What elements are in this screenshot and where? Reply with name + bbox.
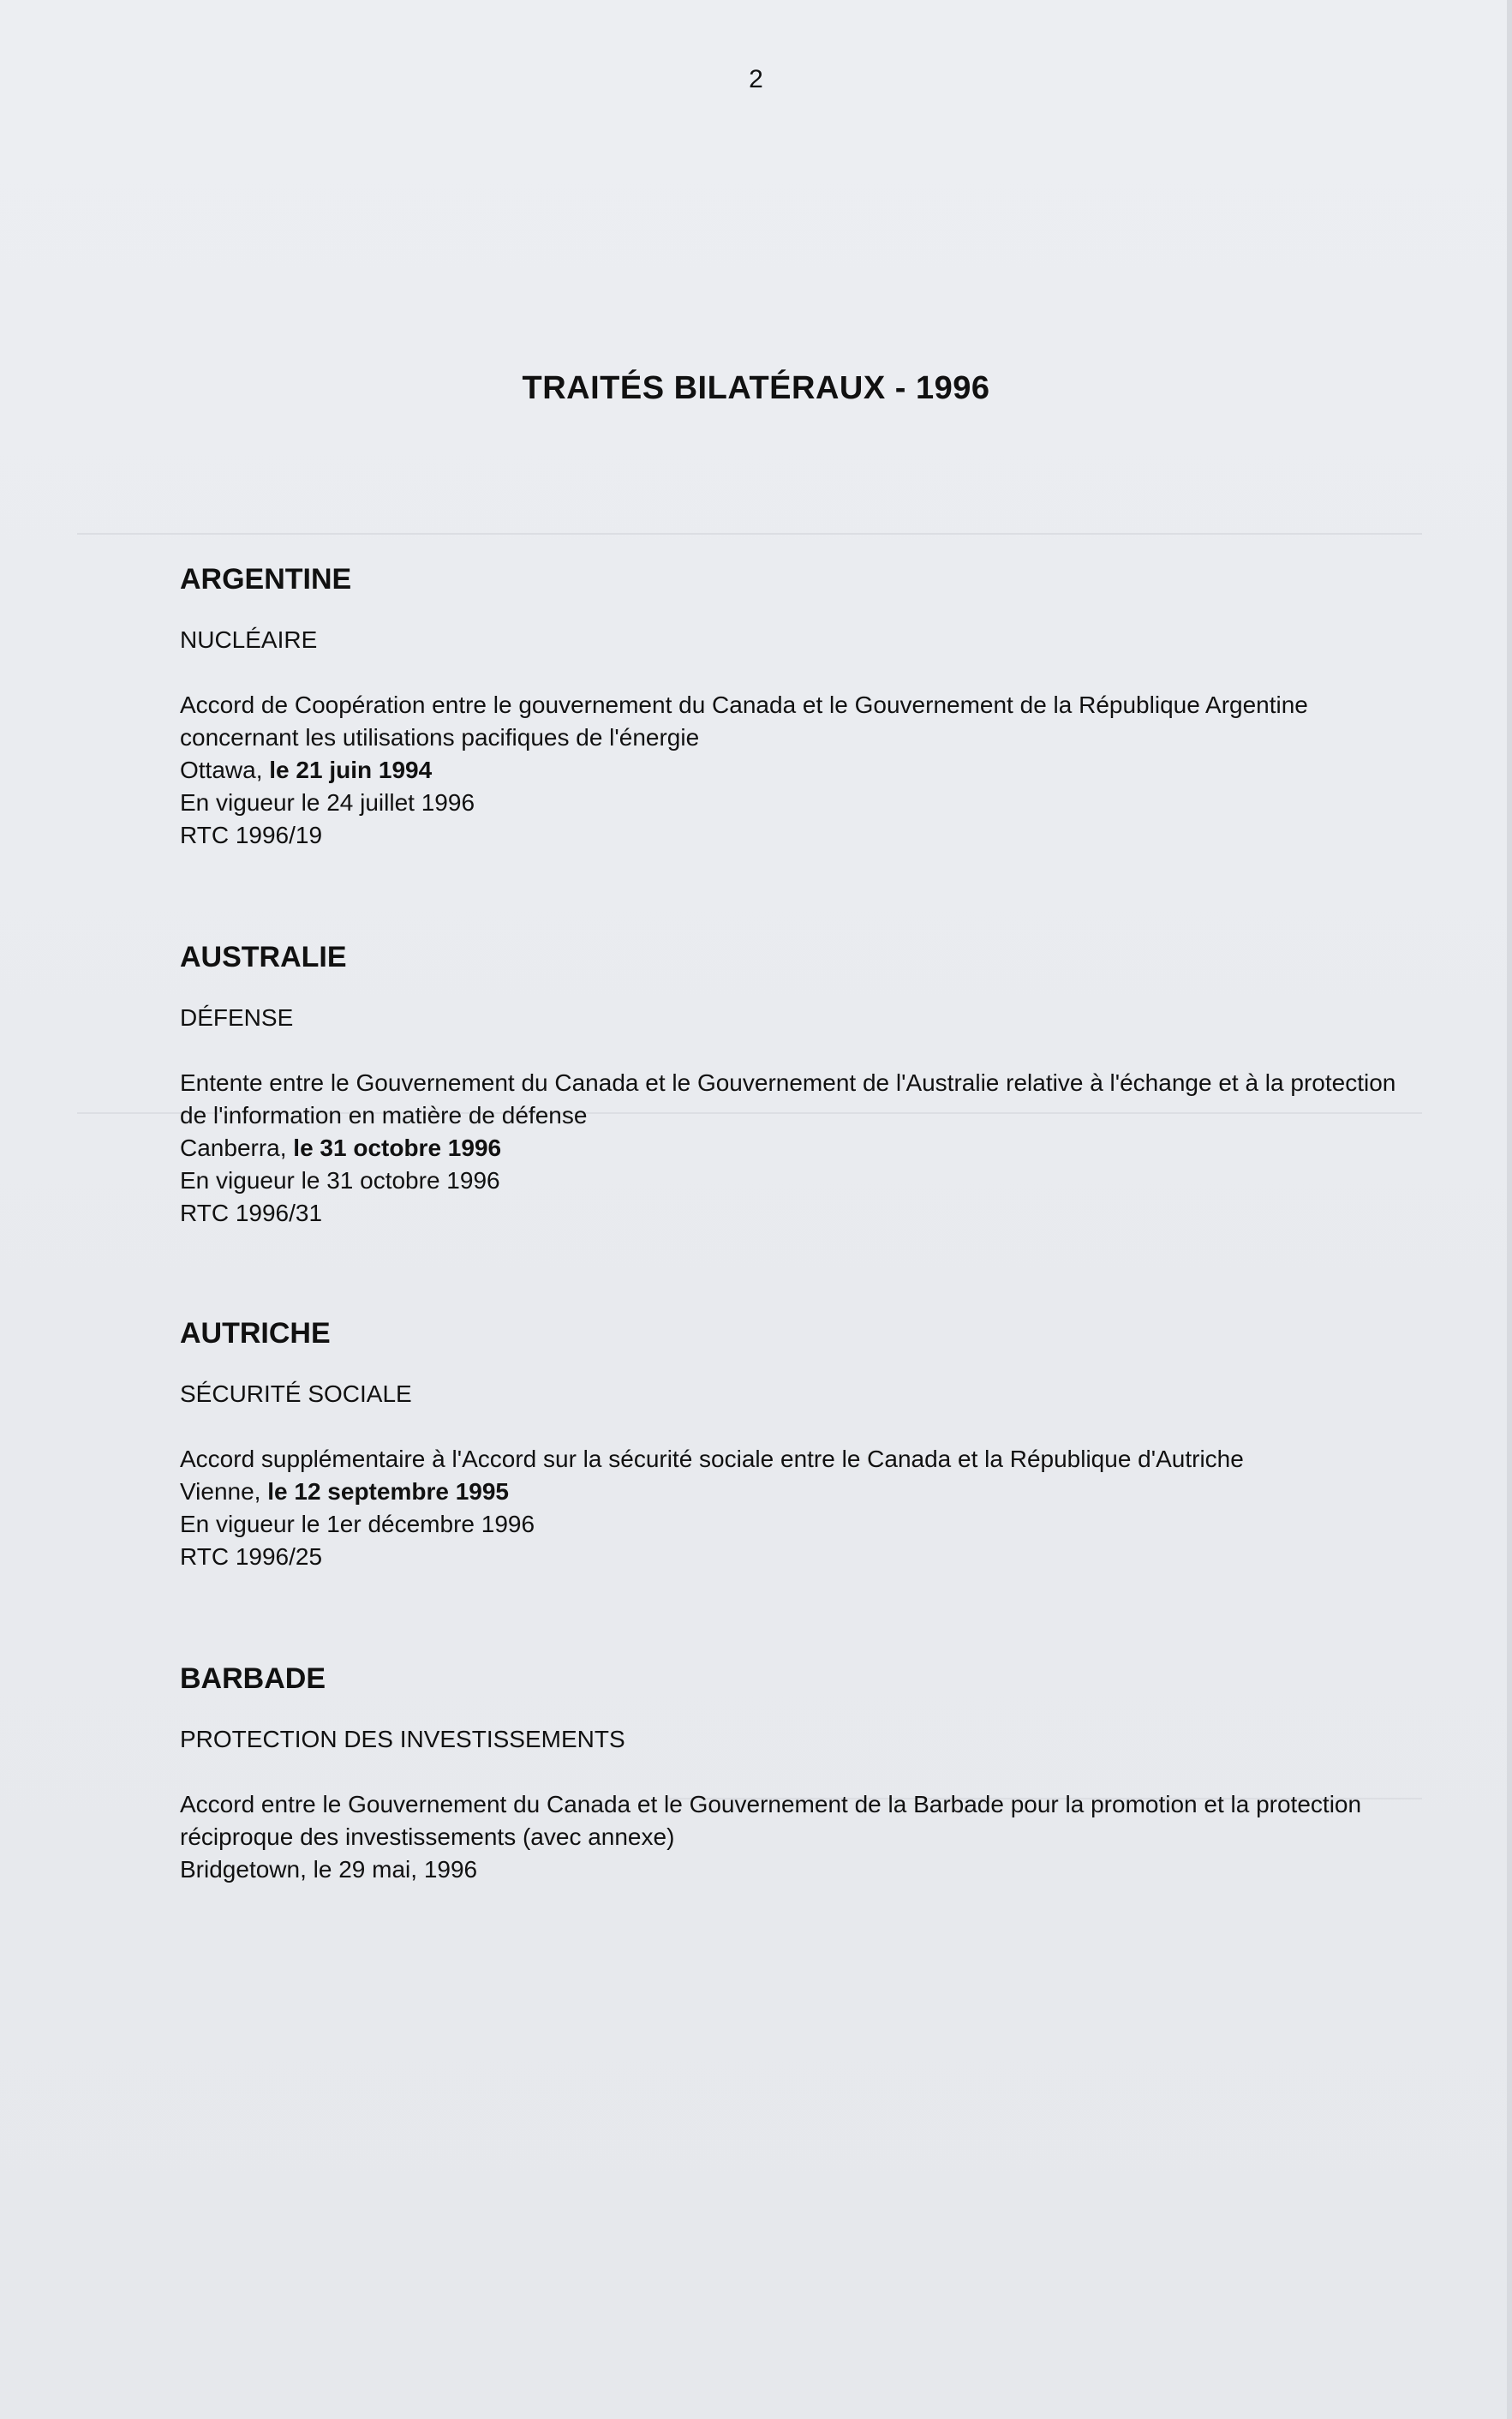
subject-label: DÉFENSE	[180, 1004, 294, 1031]
subject-label: NUCLÉAIRE	[180, 626, 318, 653]
signing-date: le 12 septembre 1995	[267, 1478, 509, 1505]
treaty-entry	[180, 689, 1422, 852]
treaty-section-australie	[180, 940, 1422, 1230]
signing-place: Ottawa,	[180, 757, 263, 783]
document-title: TRAITÉS BILATÉRAUX - 1996	[522, 370, 990, 406]
signing-line	[180, 1476, 1422, 1508]
page-edge	[1507, 0, 1512, 2419]
treaty-entry	[180, 1788, 1422, 1886]
rtc-reference: RTC 1996/25	[180, 1543, 323, 1570]
in-force-date: En vigueur le 1er décembre 1996	[180, 1511, 535, 1537]
signing-place: Canberra,	[180, 1135, 287, 1161]
signing-place: Vienne,	[180, 1478, 261, 1505]
rtc-reference: RTC 1996/19	[180, 822, 323, 848]
treaty-description: Accord supplémentaire à l'Accord sur la sécurité sociale entre le Canada et la République d'Autriche	[180, 1446, 1244, 1472]
treaty-section-barbade	[180, 1662, 1422, 1886]
signing-line	[180, 1132, 1422, 1165]
treaty-entry	[180, 1443, 1422, 1573]
signing-line: Bridgetown, le 29 mai, 1996	[180, 1856, 478, 1883]
treaty-description: Entente entre le Gouvernement du Canada et le Gouvernement de l'Australie relative à l'échange et à la protection de l'information en matière de défense	[180, 1069, 1396, 1129]
country-heading: AUTRICHE	[180, 1317, 331, 1350]
country-heading: AUSTRALIE	[180, 941, 347, 973]
page-number: 2	[749, 65, 763, 93]
in-force-date: En vigueur le 31 octobre 1996	[180, 1167, 500, 1194]
treaty-section-argentine	[180, 562, 1422, 852]
subject-label: PROTECTION DES INVESTISSEMENTS	[180, 1726, 625, 1752]
signing-date: le 31 octobre 1996	[293, 1135, 502, 1161]
country-heading: ARGENTINE	[180, 563, 352, 596]
signing-line	[180, 754, 1422, 787]
treaty-section-autriche	[180, 1316, 1422, 1573]
treaty-description: Accord entre le Gouvernement du Canada et le Gouvernement de la Barbade pour la promotion et la protection réciproque des investissements (avec annexe)	[180, 1791, 1362, 1850]
bleed-through-line	[77, 533, 1422, 535]
subject-label: SÉCURITÉ SOCIALE	[180, 1380, 412, 1407]
signing-date: le 21 juin 1994	[269, 757, 433, 783]
rtc-reference: RTC 1996/31	[180, 1200, 323, 1226]
treaty-entry	[180, 1067, 1422, 1230]
in-force-date: En vigueur le 24 juillet 1996	[180, 789, 475, 816]
country-heading: BARBADE	[180, 1662, 326, 1695]
treaty-description: Accord de Coopération entre le gouvernement du Canada et le Gouvernement de la République Argentine concernant les utilisations pacifiques de l'énergie	[180, 692, 1308, 751]
